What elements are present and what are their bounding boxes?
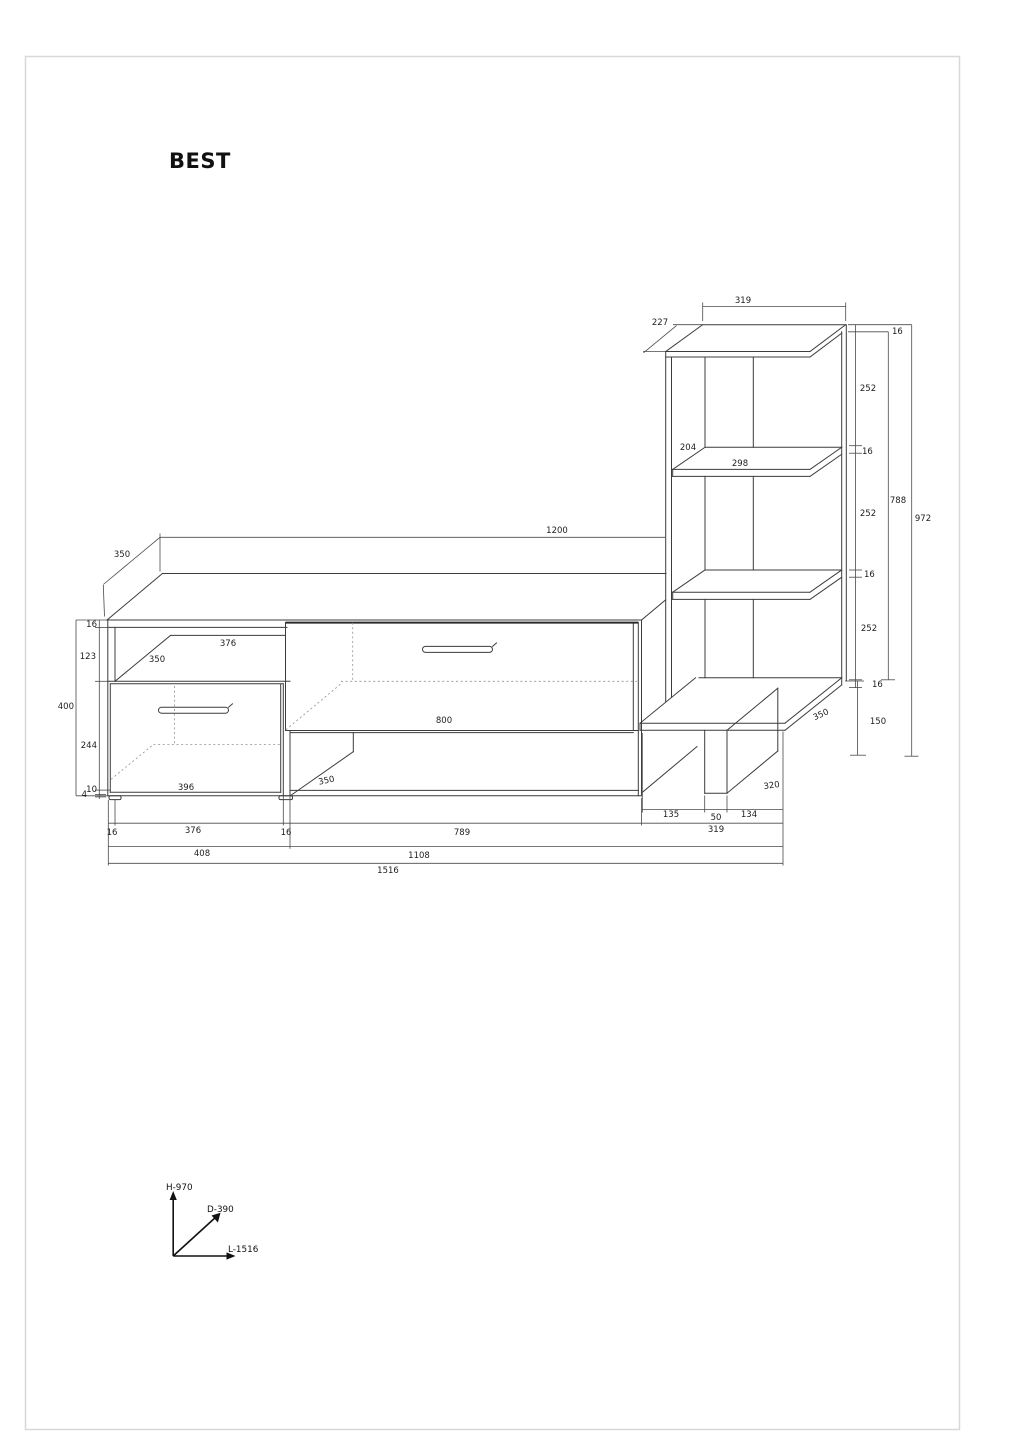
dimension-label: 16 — [862, 447, 873, 457]
drawing-title: BEST — [169, 149, 231, 173]
dimension-label: 16 — [86, 620, 97, 630]
dimension-label: 789 — [453, 828, 471, 838]
dimension-label: 16 — [872, 680, 883, 690]
hidden-lines — [111, 623, 637, 780]
dimension-label: 1200 — [546, 526, 568, 536]
dimension-label: 376 — [219, 639, 237, 649]
dimension-lines — [76, 303, 919, 866]
axis-label: D-390 — [207, 1205, 234, 1215]
dimension-label: 4 — [81, 790, 87, 800]
dimension-label: 10 — [86, 785, 97, 795]
axes-indicator — [170, 1191, 236, 1260]
tv-stand-outline — [107, 574, 697, 800]
dimension-label: 298 — [731, 459, 749, 469]
dimension-label: 252 — [860, 624, 878, 634]
dimension-label: 134 — [740, 810, 758, 820]
dimension-label: 16 — [892, 327, 903, 337]
dimension-label: 204 — [679, 443, 697, 453]
axis-label: H-970 — [166, 1183, 193, 1193]
dimension-label: 408 — [193, 849, 211, 859]
dimension-label: 396 — [177, 783, 195, 793]
dimension-label: 800 — [435, 716, 453, 726]
dimension-label: 135 — [662, 810, 680, 820]
drawer-handle — [159, 704, 233, 713]
dimension-label: 244 — [80, 741, 97, 751]
dimension-label: 252 — [859, 509, 877, 519]
axis-label: L-1516 — [228, 1245, 259, 1255]
flap-handle — [423, 643, 497, 652]
dimension-label: 972 — [914, 514, 932, 524]
dimension-label: 350 — [317, 774, 336, 788]
dimension-annotations — [58, 296, 931, 1255]
dimension-label: 1516 — [377, 866, 399, 876]
dimension-label: 788 — [889, 496, 907, 506]
dimension-label: 350 — [811, 707, 831, 724]
dimension-label: 50 — [710, 813, 722, 823]
page-frame — [26, 57, 960, 1430]
dimension-label: 16 — [280, 828, 292, 838]
dimension-label: 350 — [113, 550, 131, 560]
dimension-label: 123 — [79, 652, 96, 662]
dimension-label: 150 — [869, 717, 887, 727]
dimension-label: 319 — [707, 825, 725, 835]
dimension-label: 16 — [864, 570, 875, 580]
dimension-label: 319 — [734, 296, 752, 306]
dimension-label: 320 — [762, 779, 781, 793]
dimension-label: 1108 — [408, 851, 430, 861]
dimension-label: 252 — [859, 384, 877, 394]
dimension-label: 227 — [651, 318, 669, 328]
dimension-label: 400 — [57, 702, 74, 712]
dimension-label: 376 — [184, 826, 202, 836]
dimension-label: 16 — [106, 828, 118, 838]
dimension-label: 350 — [148, 655, 166, 665]
